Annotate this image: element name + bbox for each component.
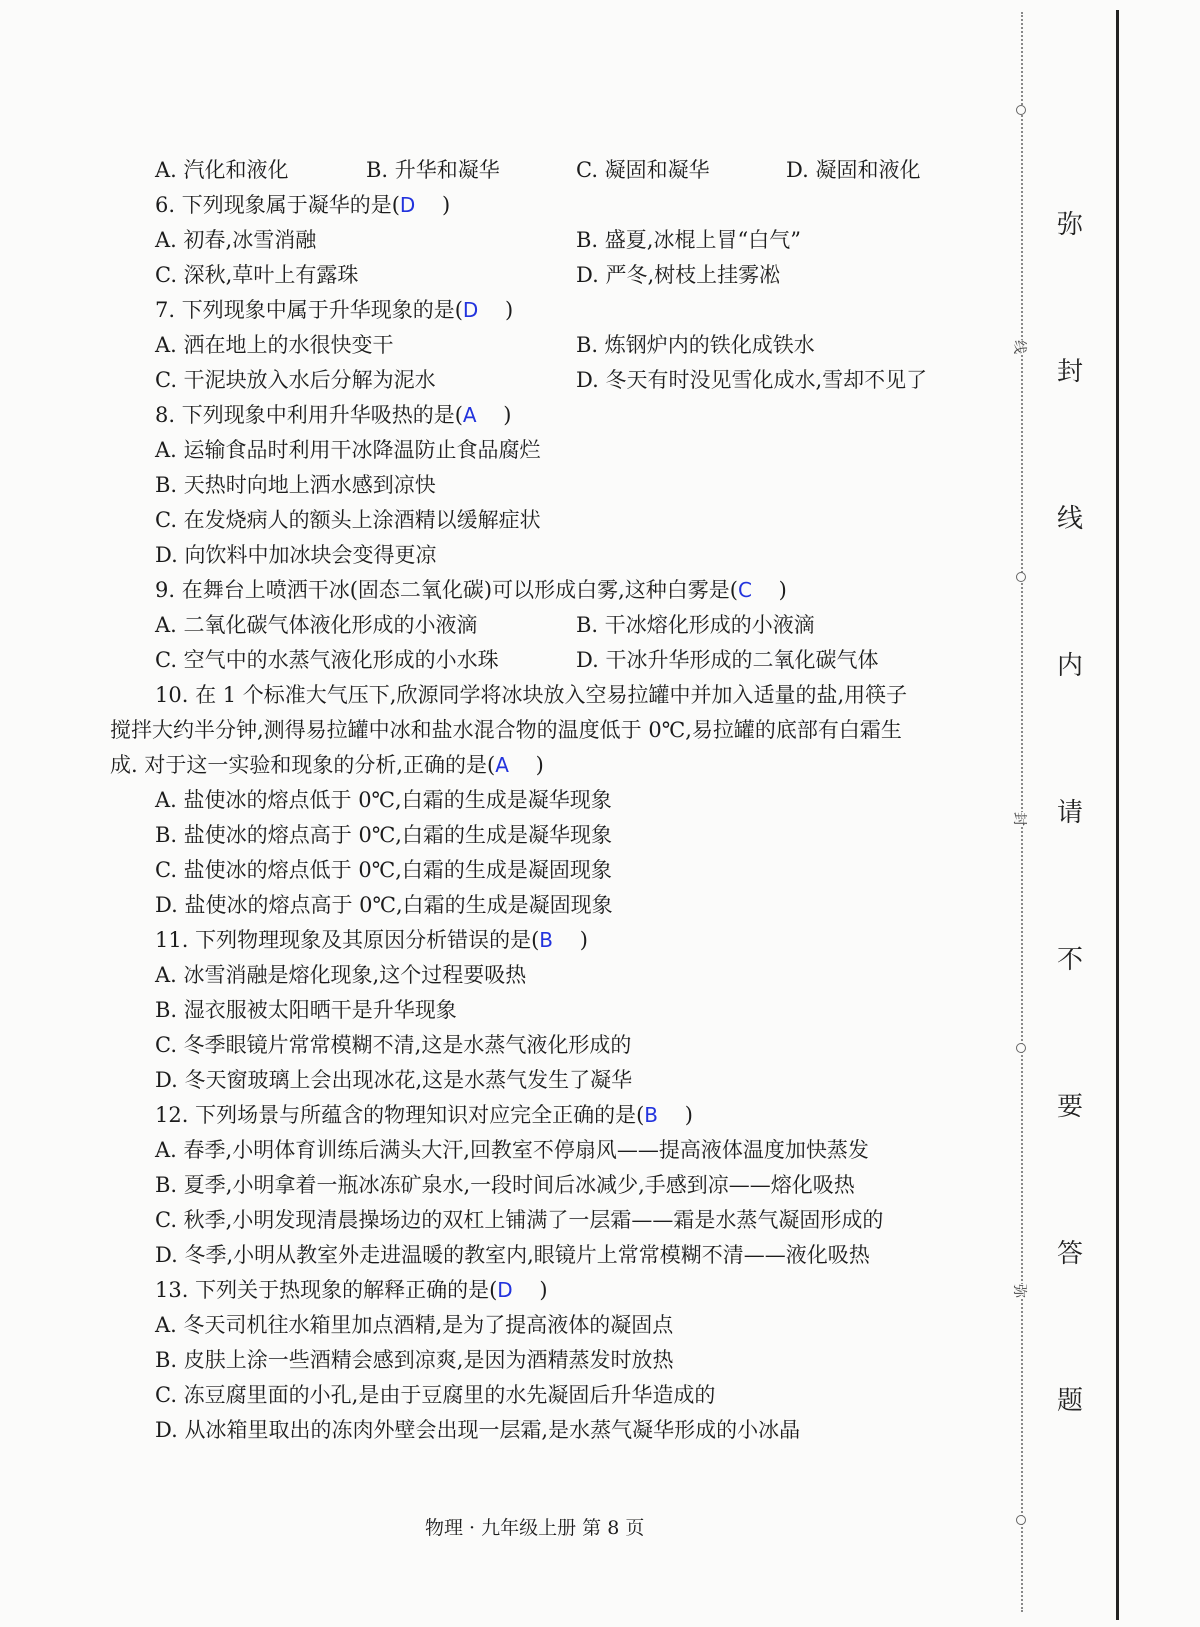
text-line: [155, 855, 612, 885]
text-line: [155, 925, 588, 955]
text-line: [110, 750, 544, 780]
margin-rule: [1116, 10, 1119, 1620]
handwritten-answer: D: [497, 1278, 513, 1302]
handwritten-answer: C: [737, 578, 752, 602]
text-line: [155, 1205, 883, 1235]
line-text: A. 盐使冰的熔点低于 0℃,白霜的生成是凝华现象: [155, 788, 612, 812]
text-line: [155, 995, 457, 1025]
margin-warning-char: 要: [1057, 1092, 1084, 1122]
text-line: [155, 1380, 715, 1410]
handwritten-answer: D: [462, 298, 479, 322]
text-line: [155, 1030, 631, 1060]
line-text: B. 盐使冰的熔点高于 0℃,白霜的生成是凝华现象: [155, 823, 612, 847]
text-line: [155, 645, 499, 675]
answer-bracket-close: ): [553, 928, 588, 952]
line-text: A. 春季,小明体育训练后满头大汗,回教室不停扇风——提高液体温度加快蒸发: [155, 1138, 869, 1162]
line-text: D. 盐使冰的熔点高于 0℃,白霜的生成是凝固现象: [155, 893, 613, 917]
text-line: [155, 260, 358, 290]
line-text: B. 夏季,小明拿着一瓶冰冻矿泉水,一段时间后冰减少,手感到凉——熔化吸热: [155, 1173, 855, 1197]
line-text: B. 炼钢炉内的铁化成铁水: [576, 333, 815, 357]
text-line: [576, 610, 815, 640]
margin-warning-char: 线: [1057, 504, 1084, 534]
line-text: A. 汽化和液化: [155, 158, 289, 182]
line-text: D. 冬季,小明从教室外走进温暖的教室内,眼镜片上常常模糊不清——液化吸热: [155, 1243, 870, 1267]
line-text: C. 深秋,草叶上有露珠: [155, 263, 359, 287]
line-text: C. 秋季,小明发现清晨操场边的双杠上铺满了一层霜——霜是水蒸气凝固形成的: [155, 1208, 884, 1232]
line-text: A. 初春,冰雪消融: [155, 228, 317, 252]
line-text: D. 从冰箱里取出的冻肉外壁会出现一层霜,是水蒸气凝华形成的小冰晶: [155, 1418, 801, 1442]
text-line: [155, 330, 394, 360]
line-text: 13. 下列关于热现象的解释正确的是(: [155, 1278, 498, 1302]
line-text: C. 干泥块放入水后分解为泥水: [155, 368, 436, 392]
text-line: [576, 260, 780, 290]
text-line: [155, 610, 478, 640]
line-text: D. 凝固和液化: [786, 158, 921, 182]
text-line: [155, 1275, 548, 1305]
line-text: 6. 下列现象属于凝华的是(: [155, 193, 400, 217]
text-line: [155, 505, 541, 535]
margin-warning-char: 题: [1057, 1386, 1084, 1416]
text-line: [155, 890, 613, 920]
text-line: [576, 645, 878, 675]
line-text: D. 冬天窗玻璃上会出现冰花,这是水蒸气发生了凝华: [155, 1068, 633, 1092]
text-line: [155, 1415, 800, 1445]
text-line: [155, 400, 512, 430]
text-line: [366, 155, 500, 185]
margin-warning-char: 请: [1057, 798, 1084, 828]
text-line: [155, 470, 436, 500]
line-text: 10. 在 1 个标准大气压下,欣源同学将冰块放入空易拉罐中并加入适量的盐,用筷子: [155, 683, 908, 707]
text-line: [155, 575, 787, 605]
line-text: D. 严冬,树枝上挂雾凇: [576, 263, 781, 287]
line-text: B. 盛夏,冰棍上冒“白气”: [576, 228, 801, 252]
answer-bracket-close: ): [478, 298, 514, 322]
line-text: C. 盐使冰的熔点低于 0℃,白霜的生成是凝固现象: [155, 858, 612, 882]
line-text: B. 天热时向地上洒水感到凉快: [155, 473, 436, 497]
text-line: [155, 1310, 673, 1340]
line-text: A. 洒在地上的水很快变干: [155, 333, 394, 357]
handwritten-answer: A: [495, 753, 509, 777]
text-line: [155, 1100, 693, 1130]
line-text: 成. 对于这一实验和现象的分析,正确的是(: [110, 753, 496, 777]
line-text: C. 凝固和凝华: [576, 158, 710, 182]
page-footer: 物理 · 九年级上册 第 8 页: [425, 1517, 645, 1539]
answer-bracket-close: ): [512, 1278, 548, 1302]
line-text: A. 运输食品时利用干冰降温防止食品腐烂: [155, 438, 541, 462]
line-text: C. 空气中的水蒸气液化形成的小水珠: [155, 648, 499, 672]
margin-label-small: 封: [1011, 812, 1027, 826]
text-line: [576, 330, 815, 360]
line-text: 8. 下列现象中利用升华吸热的是(: [155, 403, 463, 427]
margin-warning-char: 答: [1057, 1239, 1084, 1269]
text-line: [155, 295, 513, 325]
text-line: [155, 1345, 673, 1375]
text-line: [155, 190, 450, 220]
answer-bracket-close: ): [415, 193, 451, 217]
text-line: [155, 540, 436, 570]
text-line: [155, 820, 612, 850]
line-text: C. 冬季眼镜片常常模糊不清,这是水蒸气液化形成的: [155, 1033, 632, 1057]
handwritten-answer: B: [539, 928, 553, 952]
handwritten-answer: A: [462, 403, 477, 427]
line-text: A. 冰雪消融是熔化现象,这个过程要吸热: [155, 963, 527, 987]
binding-hole-icon: [1016, 1515, 1026, 1525]
line-text: B. 升华和凝华: [366, 158, 500, 182]
margin-warning-char: 内: [1057, 651, 1084, 681]
line-text: 搅拌大约半分钟,测得易拉罐中冰和盐水混合物的温度低于 0℃,易拉罐的底部有白霜生: [110, 718, 902, 742]
line-text: D. 干冰升华形成的二氧化碳气体: [576, 648, 879, 672]
line-text: C. 冻豆腐里面的小孔,是由于豆腐里的水先凝固后升华造成的: [155, 1383, 716, 1407]
text-line: [786, 155, 920, 185]
line-text: 9. 在舞台上喷洒干冰(固态二氧化碳)可以形成白雾,这种白雾是(: [155, 578, 738, 602]
line-text: C. 在发烧病人的额头上涂酒精以缓解症状: [155, 508, 541, 532]
text-line: [576, 225, 801, 255]
binding-hole-icon: [1016, 1043, 1026, 1053]
line-text: B. 湿衣服被太阳晒干是升华现象: [155, 998, 457, 1022]
text-line: [576, 365, 927, 395]
line-text: D. 冬天有时没见雪化成水,雪却不见了: [576, 368, 928, 392]
line-text: B. 皮肤上涂一些酒精会感到凉爽,是因为酒精蒸发时放热: [155, 1348, 674, 1372]
text-line: [155, 1135, 869, 1165]
answer-bracket-close: ): [658, 1103, 693, 1127]
text-line: [155, 1170, 855, 1200]
text-line: [155, 785, 612, 815]
margin-warning-char: 不: [1057, 945, 1084, 975]
text-line: [155, 365, 436, 395]
line-text: A. 二氧化碳气体液化形成的小液滴: [155, 613, 478, 637]
answer-bracket-close: ): [751, 578, 787, 602]
answer-bracket-close: ): [476, 403, 512, 427]
text-line: [155, 1065, 632, 1095]
binding-hole-icon: [1016, 572, 1026, 582]
binding-hole-icon: [1016, 105, 1026, 115]
margin-warning-char: 封: [1057, 357, 1084, 387]
line-text: A. 冬天司机往水箱里加点酒精,是为了提高液体的凝固点: [155, 1313, 674, 1337]
text-line: [155, 225, 316, 255]
margin-label-small: 弥: [1011, 1284, 1027, 1298]
text-line: [155, 680, 907, 710]
text-line: [155, 155, 289, 185]
line-text: 12. 下列场景与所蕴含的物理知识对应完全正确的是(: [155, 1103, 645, 1127]
margin-label-small: 线: [1011, 340, 1027, 354]
text-line: [155, 960, 526, 990]
handwritten-answer: D: [399, 193, 416, 217]
text-line: [155, 435, 541, 465]
handwritten-answer: B: [644, 1103, 658, 1127]
line-text: 11. 下列物理现象及其原因分析错误的是(: [155, 928, 540, 952]
line-text: B. 干冰熔化形成的小液滴: [576, 613, 815, 637]
line-text: D. 向饮料中加冰块会变得更凉: [155, 543, 437, 567]
margin-warning-char: 弥: [1057, 210, 1084, 240]
text-line: [576, 155, 710, 185]
line-text: 7. 下列现象中属于升华现象的是(: [155, 298, 463, 322]
answer-bracket-close: ): [508, 753, 544, 777]
text-line: [155, 1240, 870, 1270]
text-line: [110, 715, 902, 745]
